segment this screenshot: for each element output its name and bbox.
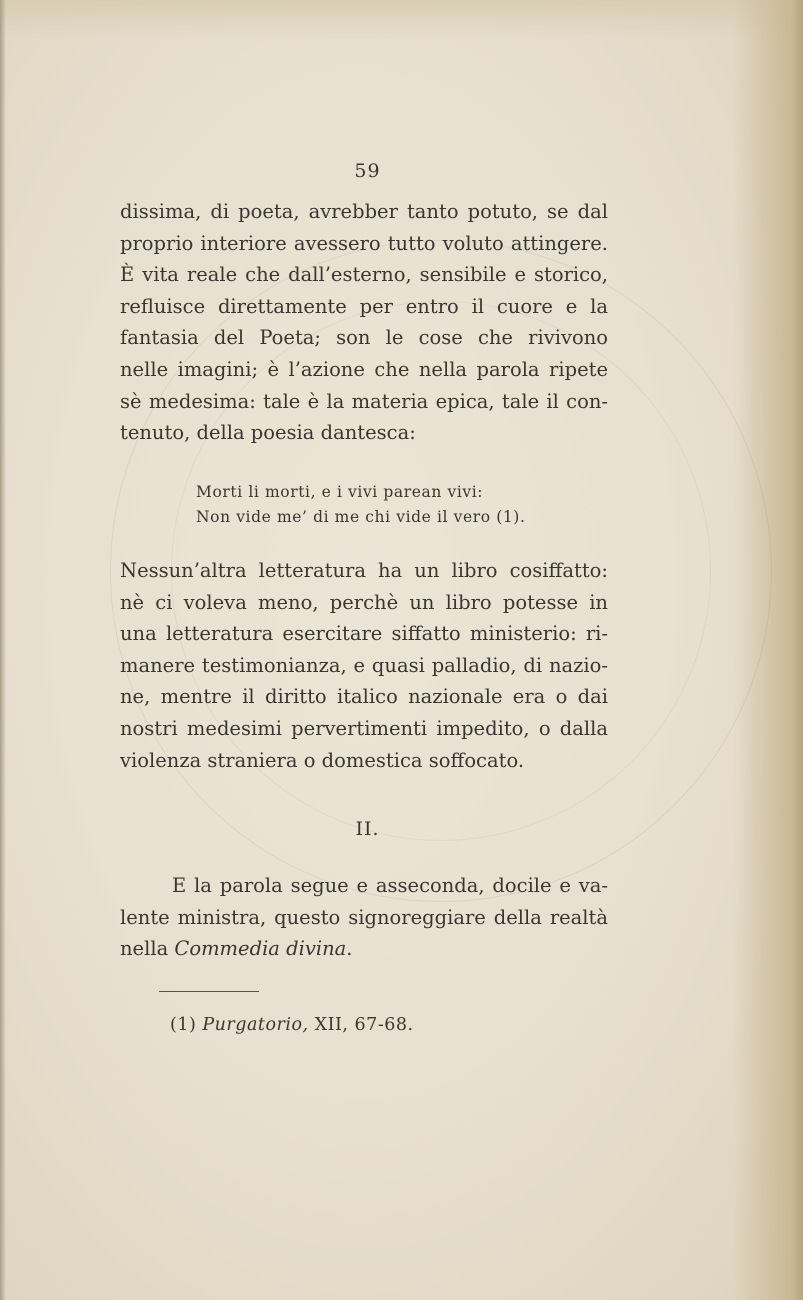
footnote-marker: (1)	[170, 1015, 197, 1035]
footnote-divider	[159, 991, 259, 992]
paragraph-3	[120, 870, 608, 965]
verse-line: Non vide me’ di me chi vide il vero (1).	[196, 508, 526, 526]
text-line: proprio interiore avessero tutto voluto attingere.	[120, 231, 608, 255]
text-line: dissima, di poeta, avrebber tanto potuto, se dal	[120, 200, 608, 223]
verse-quotation	[196, 480, 525, 530]
text-fragment: .	[346, 937, 353, 961]
section-heading: II.	[355, 818, 380, 840]
text-line: lente ministra, questo signoreggiare della realtà	[120, 905, 608, 929]
footnote-reference: XII, 67-68.	[314, 1015, 414, 1035]
text-line: nostri medesimi pervertimenti impedito, o dalla	[120, 716, 608, 740]
text-line: nè ci voleva meno, perchè un libro potesse in	[120, 590, 608, 614]
text-line: nelle imagini; è l’azione che nella parola ripete	[120, 357, 608, 381]
text-line: una letteratura esercitare siffatto ministerio: ri-	[120, 622, 608, 646]
text-line: violenza straniera o domestica soffocato.	[120, 748, 525, 772]
verse-line: Morti li morti, e i vivi parean vivi:	[196, 483, 484, 501]
paragraph-1	[120, 196, 608, 449]
footnote-work: Purgatorio,	[202, 1015, 309, 1035]
paragraph-2	[120, 555, 608, 776]
text-line: refluisce direttamente per entro il cuore e la	[120, 294, 608, 318]
text-line: fantasia del Poeta; son le cose che rivivono	[120, 326, 608, 350]
page-top-shadow	[0, 0, 803, 40]
text-line: tenuto, della poesia dantesca:	[120, 421, 416, 445]
work-title: Commedia divina	[174, 937, 347, 961]
text-line: Nessun’altra letteratura ha un libro cosiffatto:	[120, 559, 608, 582]
text-fragment: nella	[120, 937, 169, 961]
page-number: 59	[354, 160, 381, 182]
footnote	[170, 1015, 414, 1035]
page-left-edge	[0, 0, 6, 1300]
text-line: ne, mentre il diritto italico nazionale era o dai	[120, 685, 608, 709]
text-line: È vita reale che dall’esterno, sensibile e storico,	[120, 263, 608, 287]
text-line: manere testimonianza, e quasi palladio, di nazio-	[120, 653, 608, 677]
text-line	[120, 933, 608, 965]
text-line: sè medesima: tale è la materia epica, tale il con-	[120, 389, 608, 413]
text-line: E la parola segue e asseconda, docile e va-	[172, 874, 608, 897]
